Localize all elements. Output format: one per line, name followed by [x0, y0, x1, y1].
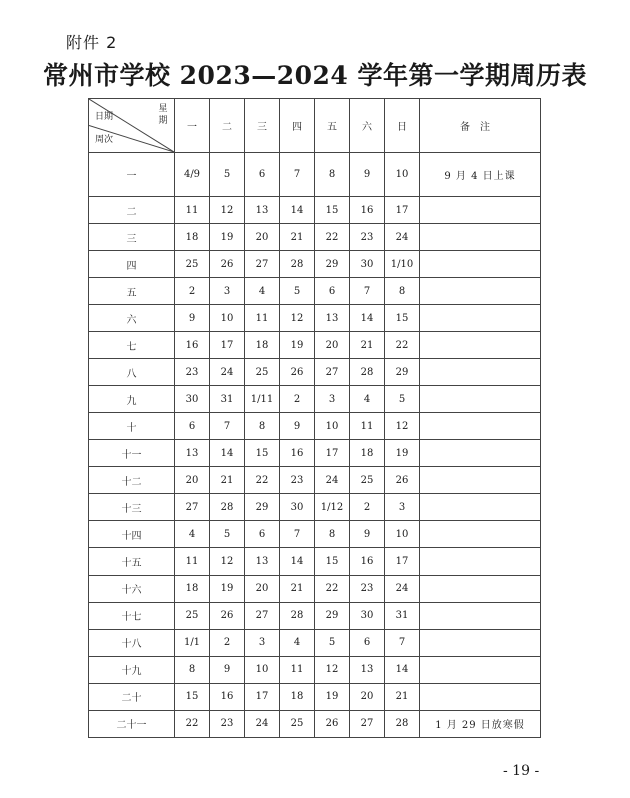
date-cell: 17: [210, 332, 245, 359]
date-cell: 24: [315, 467, 350, 494]
date-cell: 1/10: [385, 251, 420, 278]
note-cell: [420, 548, 541, 575]
table-row: [89, 602, 541, 629]
date-cell: 19: [385, 440, 420, 467]
date-cell: 23: [350, 575, 385, 602]
date-cell: 26: [385, 467, 420, 494]
date-cell: 15: [315, 548, 350, 575]
table-row: [89, 494, 541, 521]
date-cell: 9: [280, 413, 315, 440]
table-row: [89, 440, 541, 467]
date-cell: 12: [210, 548, 245, 575]
date-cell: 16: [280, 440, 315, 467]
date-cell: 18: [280, 683, 315, 710]
date-cell: 2: [175, 278, 210, 305]
date-cell: 20: [315, 332, 350, 359]
date-label: 日期: [95, 112, 114, 122]
date-cell: 29: [385, 359, 420, 386]
date-cell: 8: [385, 278, 420, 305]
date-cell: 15: [245, 440, 280, 467]
week-number-cell: 十一: [89, 440, 175, 467]
notes-header: 备注: [420, 99, 541, 153]
date-cell: 12: [280, 305, 315, 332]
date-cell: 8: [245, 413, 280, 440]
date-cell: 4: [175, 521, 210, 548]
date-cell: 21: [280, 224, 315, 251]
note-cell: [420, 440, 541, 467]
note-cell: [420, 413, 541, 440]
date-cell: 23: [210, 710, 245, 737]
note-cell: [420, 197, 541, 224]
date-cell: 7: [385, 629, 420, 656]
note-cell: [420, 305, 541, 332]
week-label: 周次: [95, 135, 114, 145]
date-cell: 10: [385, 521, 420, 548]
week-number-cell: 十九: [89, 656, 175, 683]
date-cell: 21: [350, 332, 385, 359]
date-cell: 8: [315, 521, 350, 548]
date-cell: 25: [175, 251, 210, 278]
week-number-cell: 九: [89, 386, 175, 413]
date-cell: 1/11: [245, 386, 280, 413]
date-cell: 28: [280, 251, 315, 278]
note-cell: [420, 251, 541, 278]
date-cell: 27: [315, 359, 350, 386]
note-cell: [420, 575, 541, 602]
date-cell: 25: [175, 602, 210, 629]
date-cell: 7: [350, 278, 385, 305]
table-row: [89, 278, 541, 305]
table-row: [89, 575, 541, 602]
date-cell: 22: [385, 332, 420, 359]
table-row: [89, 197, 541, 224]
date-cell: 21: [280, 575, 315, 602]
date-cell: 10: [245, 656, 280, 683]
date-cell: 10: [385, 153, 420, 197]
weekday-header: 六: [350, 99, 385, 153]
date-cell: 3: [315, 386, 350, 413]
date-cell: 5: [315, 629, 350, 656]
date-cell: 1/1: [175, 629, 210, 656]
date-cell: 1/12: [315, 494, 350, 521]
date-cell: 24: [385, 224, 420, 251]
note-cell: [420, 359, 541, 386]
date-cell: 7: [280, 521, 315, 548]
date-cell: 24: [385, 575, 420, 602]
date-cell: 26: [280, 359, 315, 386]
date-cell: 14: [280, 197, 315, 224]
date-cell: 31: [210, 386, 245, 413]
date-cell: 6: [175, 413, 210, 440]
date-cell: 18: [350, 440, 385, 467]
date-cell: 25: [280, 710, 315, 737]
date-cell: 8: [315, 153, 350, 197]
table-row: [89, 386, 541, 413]
calendar-body: [89, 153, 541, 738]
date-cell: 2: [350, 494, 385, 521]
date-cell: 28: [385, 710, 420, 737]
weekday-header: 五: [315, 99, 350, 153]
date-cell: 6: [245, 521, 280, 548]
date-cell: 13: [350, 656, 385, 683]
date-cell: 29: [245, 494, 280, 521]
note-cell: [420, 278, 541, 305]
date-cell: 12: [210, 197, 245, 224]
date-cell: 11: [175, 548, 210, 575]
table-row: [89, 359, 541, 386]
date-cell: 19: [315, 683, 350, 710]
date-cell: 17: [315, 440, 350, 467]
weekday-header: 日: [385, 99, 420, 153]
date-cell: 28: [280, 602, 315, 629]
week-number-cell: 十四: [89, 521, 175, 548]
date-cell: 11: [280, 656, 315, 683]
week-number-cell: 十六: [89, 575, 175, 602]
note-cell: [420, 494, 541, 521]
date-cell: 29: [315, 251, 350, 278]
table-row: [89, 710, 541, 737]
date-cell: 31: [385, 602, 420, 629]
table-row: [89, 683, 541, 710]
date-cell: 23: [280, 467, 315, 494]
calendar-table: [88, 98, 541, 738]
weekday-header: 四: [280, 99, 315, 153]
date-cell: 2: [210, 629, 245, 656]
week-number-cell: 十八: [89, 629, 175, 656]
date-cell: 27: [350, 710, 385, 737]
date-cell: 4: [350, 386, 385, 413]
date-cell: 24: [245, 710, 280, 737]
date-cell: 14: [385, 656, 420, 683]
date-cell: 13: [245, 548, 280, 575]
date-cell: 26: [210, 602, 245, 629]
date-cell: 27: [245, 602, 280, 629]
note-cell: 1 月 29 日放寒假: [420, 710, 541, 737]
note-cell: 9 月 4 日上课: [420, 153, 541, 197]
note-cell: [420, 602, 541, 629]
date-cell: 19: [210, 575, 245, 602]
date-cell: 5: [280, 278, 315, 305]
date-cell: 18: [175, 224, 210, 251]
table-row: [89, 413, 541, 440]
date-cell: 16: [350, 548, 385, 575]
date-cell: 14: [210, 440, 245, 467]
date-cell: 21: [385, 683, 420, 710]
week-number-cell: 四: [89, 251, 175, 278]
date-cell: 26: [210, 251, 245, 278]
table-row: [89, 332, 541, 359]
date-cell: 11: [175, 197, 210, 224]
week-number-cell: 六: [89, 305, 175, 332]
date-cell: 10: [210, 305, 245, 332]
date-cell: 4: [245, 278, 280, 305]
date-cell: 22: [315, 224, 350, 251]
note-cell: [420, 656, 541, 683]
date-cell: 7: [280, 153, 315, 197]
date-cell: 30: [280, 494, 315, 521]
note-cell: [420, 332, 541, 359]
note-cell: [420, 629, 541, 656]
date-cell: 18: [245, 332, 280, 359]
date-cell: 14: [350, 305, 385, 332]
week-number-cell: 十: [89, 413, 175, 440]
date-cell: 17: [385, 548, 420, 575]
date-cell: 3: [245, 629, 280, 656]
date-cell: 9: [210, 656, 245, 683]
date-cell: 30: [350, 251, 385, 278]
table-row: [89, 548, 541, 575]
date-cell: 22: [315, 575, 350, 602]
date-cell: 14: [280, 548, 315, 575]
date-cell: 13: [245, 197, 280, 224]
note-cell: [420, 521, 541, 548]
date-cell: 21: [210, 467, 245, 494]
table-row: [89, 521, 541, 548]
date-cell: 16: [175, 332, 210, 359]
date-cell: 17: [245, 683, 280, 710]
week-number-cell: 五: [89, 278, 175, 305]
date-cell: 6: [315, 278, 350, 305]
date-cell: 15: [175, 683, 210, 710]
date-cell: 5: [385, 386, 420, 413]
weekday-label: 星期: [158, 104, 168, 126]
week-number-cell: 十七: [89, 602, 175, 629]
date-cell: 22: [245, 467, 280, 494]
date-cell: 12: [315, 656, 350, 683]
date-cell: 27: [175, 494, 210, 521]
weekday-header: 一: [175, 99, 210, 153]
table-row: [89, 656, 541, 683]
date-cell: 9: [175, 305, 210, 332]
date-cell: 9: [350, 153, 385, 197]
date-cell: 16: [350, 197, 385, 224]
note-cell: [420, 386, 541, 413]
date-cell: 20: [245, 575, 280, 602]
header-row: [89, 99, 541, 153]
date-cell: 4/9: [175, 153, 210, 197]
table-row: [89, 153, 541, 197]
date-cell: 15: [315, 197, 350, 224]
date-cell: 6: [350, 629, 385, 656]
week-number-cell: 二: [89, 197, 175, 224]
date-cell: 19: [280, 332, 315, 359]
date-cell: 28: [210, 494, 245, 521]
date-cell: 11: [350, 413, 385, 440]
attachment-label: 附件 2: [66, 33, 118, 52]
date-cell: 23: [350, 224, 385, 251]
date-cell: 15: [385, 305, 420, 332]
date-cell: 25: [245, 359, 280, 386]
week-number-cell: 十五: [89, 548, 175, 575]
date-cell: 2: [280, 386, 315, 413]
date-cell: 16: [210, 683, 245, 710]
week-number-cell: 三: [89, 224, 175, 251]
date-cell: 24: [210, 359, 245, 386]
table-row: [89, 467, 541, 494]
page-number: - 19 -: [503, 763, 540, 779]
week-number-cell: 十二: [89, 467, 175, 494]
date-cell: 28: [350, 359, 385, 386]
date-cell: 26: [315, 710, 350, 737]
week-number-cell: 二十一: [89, 710, 175, 737]
date-cell: 25: [350, 467, 385, 494]
date-cell: 18: [175, 575, 210, 602]
weekday-header: 二: [210, 99, 245, 153]
date-cell: 20: [175, 467, 210, 494]
date-cell: 3: [385, 494, 420, 521]
week-number-cell: 八: [89, 359, 175, 386]
date-cell: 9: [350, 521, 385, 548]
date-cell: 20: [350, 683, 385, 710]
week-number-cell: 一: [89, 153, 175, 197]
table-row: [89, 305, 541, 332]
week-number-cell: 二十: [89, 683, 175, 710]
date-cell: 13: [175, 440, 210, 467]
date-cell: 5: [210, 153, 245, 197]
date-cell: 17: [385, 197, 420, 224]
date-cell: 19: [210, 224, 245, 251]
note-cell: [420, 683, 541, 710]
date-cell: 6: [245, 153, 280, 197]
date-cell: 7: [210, 413, 245, 440]
date-cell: 27: [245, 251, 280, 278]
note-cell: [420, 224, 541, 251]
table-row: [89, 629, 541, 656]
date-cell: 30: [350, 602, 385, 629]
week-number-cell: 七: [89, 332, 175, 359]
date-cell: 12: [385, 413, 420, 440]
date-cell: 29: [315, 602, 350, 629]
date-cell: 4: [280, 629, 315, 656]
date-cell: 11: [245, 305, 280, 332]
date-cell: 20: [245, 224, 280, 251]
table-row: [89, 251, 541, 278]
page-title: 常州市学校 2023—2024 学年第一学期周历表: [42, 61, 588, 90]
note-cell: [420, 467, 541, 494]
date-cell: 22: [175, 710, 210, 737]
weekday-header: 三: [245, 99, 280, 153]
date-cell: 3: [210, 278, 245, 305]
date-cell: 8: [175, 656, 210, 683]
date-cell: 13: [315, 305, 350, 332]
diagonal-header-cell: [89, 99, 175, 153]
date-cell: 23: [175, 359, 210, 386]
date-cell: 5: [210, 521, 245, 548]
week-number-cell: 十三: [89, 494, 175, 521]
date-cell: 30: [175, 386, 210, 413]
date-cell: 10: [315, 413, 350, 440]
table-row: [89, 224, 541, 251]
